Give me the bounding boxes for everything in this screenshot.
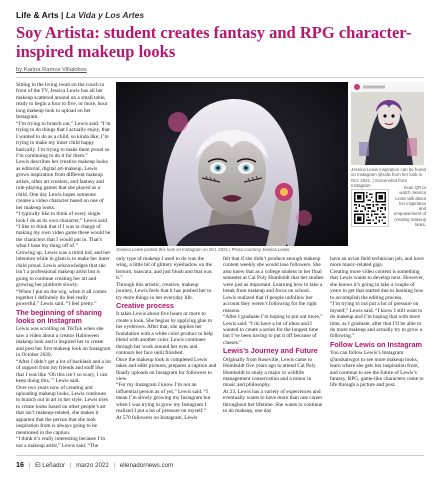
side-photo-caption: Jessica Lewis inspiration can be found on Instagram @sofa from her look in Oct. 2021. | Screenshot from Instagram [351, 167, 426, 189]
page-footer [16, 460, 173, 469]
body-paragraph: “I think it’s really interesting because I’m not a makeup artist,” Lewis said. “The [16, 436, 106, 449]
article-headline: Soy Artista: student creates fantasy and RPG character-inspired makeup looks [16, 23, 412, 61]
side-photo [351, 82, 424, 165]
body-paragraph: Lewis realized that if people unfollow her account they weren’t following for the right reasons. [223, 294, 317, 314]
body-paragraph: “After I didn’t get a lot of backlash and a lot of support from my friends and stuff like that I was like ‘Oh this isn’t so scary, I can keep doing this,’” Lewis said. [16, 358, 111, 385]
article-column-3 [223, 256, 324, 446]
body-paragraph: Growing up, Lewis was a timid kid, and her intention while in glam is to make her inner child proud. Lewis acknowledges that she isn’t a professional makeup artist but is going to continue creating her art and growing her platform slowly. [16, 249, 111, 289]
issue-date: marzo 2022 [76, 462, 109, 469]
top-divider [16, 77, 424, 78]
website-link[interactable]: ellenadornews.com [119, 462, 174, 469]
page-number: 16 [16, 460, 24, 469]
section-label [16, 10, 144, 20]
qr-caption: Scan QR to watch Jessica Lewis talk about her inspiration and empowerment of creating makeup looks. [393, 185, 426, 228]
main-photo-caption: Jessica Lewis posted this look on Instagram on Oct. 2021 | Photo courtesy Jessica Lewis [116, 247, 290, 252]
body-paragraph: Through this artistic, creative, makeup journey, Lewis feels that it has pushed her to try more things in her everyday life. [116, 281, 212, 301]
body-paragraph: Creating more video content is something that Lewis wants to develop next. However, she knows it’s going to take a couple of years to get that started due to learning how to accomplish the editing process. [330, 268, 424, 301]
subheading: Follow Lewis on Instagram [330, 339, 422, 349]
article-column-1 [16, 82, 111, 450]
body-paragraph: felt that if she didn’t produce enough makeup content weekly she would lose followers. She also knew that as a college student in her final semester at Cal Poly Humboldt that her studies were just as important. Learning how to take a break from makeup and focus on school. [223, 256, 324, 295]
body-paragraph: “I typically like to think of every single look I do as its own character,” Lewis said. “I like to think that if I was in charge of making my own video game these would be the characters that I would put in. That’s what I base my thing off of.” [16, 211, 111, 250]
body-paragraph: have an avian field technician job, and have more music-related gigs. [330, 256, 424, 269]
body-paragraph: Sitting in the living room on the couch in front of the TV, Jessica Lewis has all her makeup scattered around on a small table, ready to begin a four to five, or more, hour long makeup look to upload on her Instagram. [16, 82, 108, 121]
footer-separator: | [69, 462, 72, 469]
body-paragraph: At 23, Lewis has a variety of experiences and eventually wants to have more than one career throughout her lifetime. She wants to continue to do makeup, one day [223, 388, 323, 415]
article-column-2 [116, 256, 217, 446]
qr-block [351, 185, 426, 245]
article-column-4 [330, 256, 425, 446]
body-paragraph: Originally from Roseville, Lewis came to Humboldt five years ago to attend Cal Poly Humboldt to study a major in wildlife management conservation and a minor in music and philosophy. [223, 356, 316, 389]
body-paragraph: “I’m trying to branch out,” Lewis said. “I’m trying to do things that I actually enjoy, that I wanted to do as a child, so kinda like, I’m trying to make my inner child happy basically. I’m trying to make them proud so I’m continuing to do it for them.” [16, 120, 111, 159]
footer-divider [16, 455, 424, 456]
body-paragraph: You can follow Lewis’s Instagram @andsatwgor to see more makeup looks, learn where she gets her inspiration from, and continue to see the future of Lewis’s fantasy, RPG, game-like characters come to life through a picture and post. [330, 350, 424, 389]
byline-link[interactable]: by Karina Ramos Villalobos [16, 67, 87, 73]
section-divider: | [61, 10, 64, 20]
body-paragraph: “When I put on the wig, when it all comes together I definitely do feel really powerful,” Lewis said. “I feel pretty.” [16, 288, 107, 308]
body-paragraph: At 570 followers on Instagram, Lewis [116, 414, 198, 421]
publication-name: El Leñador [35, 462, 66, 469]
instagram-screenshot-illustration [351, 82, 424, 165]
footer-separator: | [113, 462, 116, 469]
body-paragraph: Lewis was scrolling on TikTok when she saw a video about a creator Halloween makeup look and it inspired her to create and post her first makeup look on Instagram in October 2020. [16, 326, 111, 359]
main-photo [116, 82, 348, 246]
subheading: The beginning of sharing looks on Instagram [16, 307, 102, 326]
cosplay-portrait-illustration [116, 82, 348, 246]
section-name-english: Life & Arts [16, 10, 59, 20]
subheading: Lewis’s Journey and Future [223, 346, 318, 356]
body-paragraph: only type of makeup I used to do was the wing, a little bit of glittery eyeshadow on the bottom, mascara, and just blush and that was it.” [116, 256, 213, 282]
body-paragraph: Lewis describes her creative makeup looks as editorial, digital art-makeup. Lewis grows inspiration from different makeup artists, other art creators, and fantasy and role-playing games that she played as a child. One day Lewis hopes someone creates a video character based on one of her makeup looks. [16, 159, 108, 211]
body-paragraph: It takes Lewis about five hours or more to create a look. She begins by applying glue to her eyebrows. After that, she applies her foundation with a white color product to help blend with another color. Lewis continues through her work around her eyes and contours her face until finished. [116, 311, 213, 357]
section-name-spanish: La Vida y Los Artes [65, 10, 145, 20]
body-paragraph: “After I graduate I’m hoping to put out more,” Lewis said. “I do have a lot of ideas and I wanted to create a series for the longest time but I’ve been having to put it off because of classes.” [223, 314, 323, 346]
qr-code-icon[interactable] [351, 189, 389, 227]
subheading: Creative process [116, 301, 174, 311]
body-paragraph: “I’m trying to not put a lot of pressure on myself,” Lewis said. “I know I still want to do makeup and I’m hoping that with more time, as I graduate, after that I’ll be able to do more makeup and actually try to grow a following.” [330, 301, 423, 340]
body-paragraph: Once the makeup look is completed Lewis takes and edits pictures, prepares a caption and finally uploads on Instagram for followers to view. [116, 356, 217, 382]
body-paragraph: Over two years now of creating and uploading makeup looks, Lewis continues to branch out in art in her style. Lewis tries to create looks based on other people’s art that isn’t makeup-related, she makes it apparent that the person that she took inspiration from is always going to be mentioned in the caption. [16, 384, 109, 436]
body-paragraph: “For my Instagram I know I’m not an influential person as of yet,” Lewis said. “I mean I’m slowly growing my Instagram but when I was trying to grow my Instagram I realized I put a lot of pressure on myself.” [116, 382, 211, 415]
footer-separator: | [28, 462, 31, 469]
